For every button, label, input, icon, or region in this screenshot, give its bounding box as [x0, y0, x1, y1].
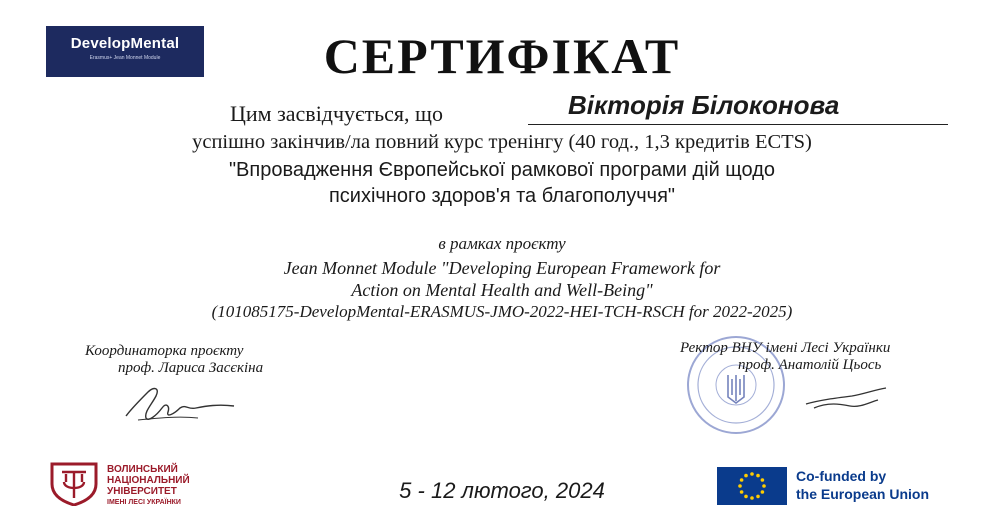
recipient-name-line: [528, 88, 948, 125]
certificate-title: СЕРТИФІКАТ: [323, 28, 681, 84]
rector-name: проф. Анатолій Цьось: [738, 357, 882, 373]
project-frame-text: в рамках проєкту: [438, 234, 566, 253]
module-line1: Jean Monnet Module "Developing European Framework for: [283, 258, 721, 278]
course-title-line2: психічного здоров'я та благополуччя": [328, 185, 676, 207]
course-title-line1: "Впровадження Європейської рамкової програми дій щодо: [228, 159, 776, 181]
rector-signature: [800, 378, 910, 418]
completed-text: успішно закінчив/ла повний курс тренінгу (40 год., 1,3 кредитів ECTS): [192, 131, 812, 153]
logo-subtitle: Erasmus+ Jean Monnet Module: [89, 55, 161, 61]
module-line2: Action on Mental Health and Well-Being": [351, 280, 653, 300]
coordinator-name: проф. Лариса Засєкіна: [118, 360, 264, 376]
university-line: ІМЕНІ ЛЕСІ УКРАЇНКИ: [107, 499, 181, 506]
coordinator-role: Координаторка проєкту: [85, 343, 244, 359]
coordinator-signature: [118, 378, 248, 428]
eu-line1: Co-funded by: [796, 468, 887, 484]
training-dates: 5 - 12 лютого, 2024: [399, 478, 605, 503]
university-line: НАЦІОНАЛЬНИЙ: [107, 475, 190, 486]
university-line: ВОЛИНСЬКИЙ: [107, 464, 178, 475]
attest-text: Цим засвідчується, що: [230, 101, 443, 126]
rector-role: Ректор ВНУ імені Лесі Українки: [680, 340, 891, 356]
eu-flag-icon: [717, 467, 787, 505]
project-id: (101085175-DevelopMental-ERASMUS-JMO-2022-HEI-TCH-RSCH for 2022-2025): [211, 302, 793, 321]
university-line: УНІВЕРСИТЕТ: [107, 486, 177, 497]
eu-funding-text: [796, 467, 929, 503]
logo-title: DevelopMental: [70, 35, 180, 52]
eu-line2: the European Union: [796, 486, 929, 502]
recipient-name: Вікторія Білоконова: [568, 90, 840, 120]
